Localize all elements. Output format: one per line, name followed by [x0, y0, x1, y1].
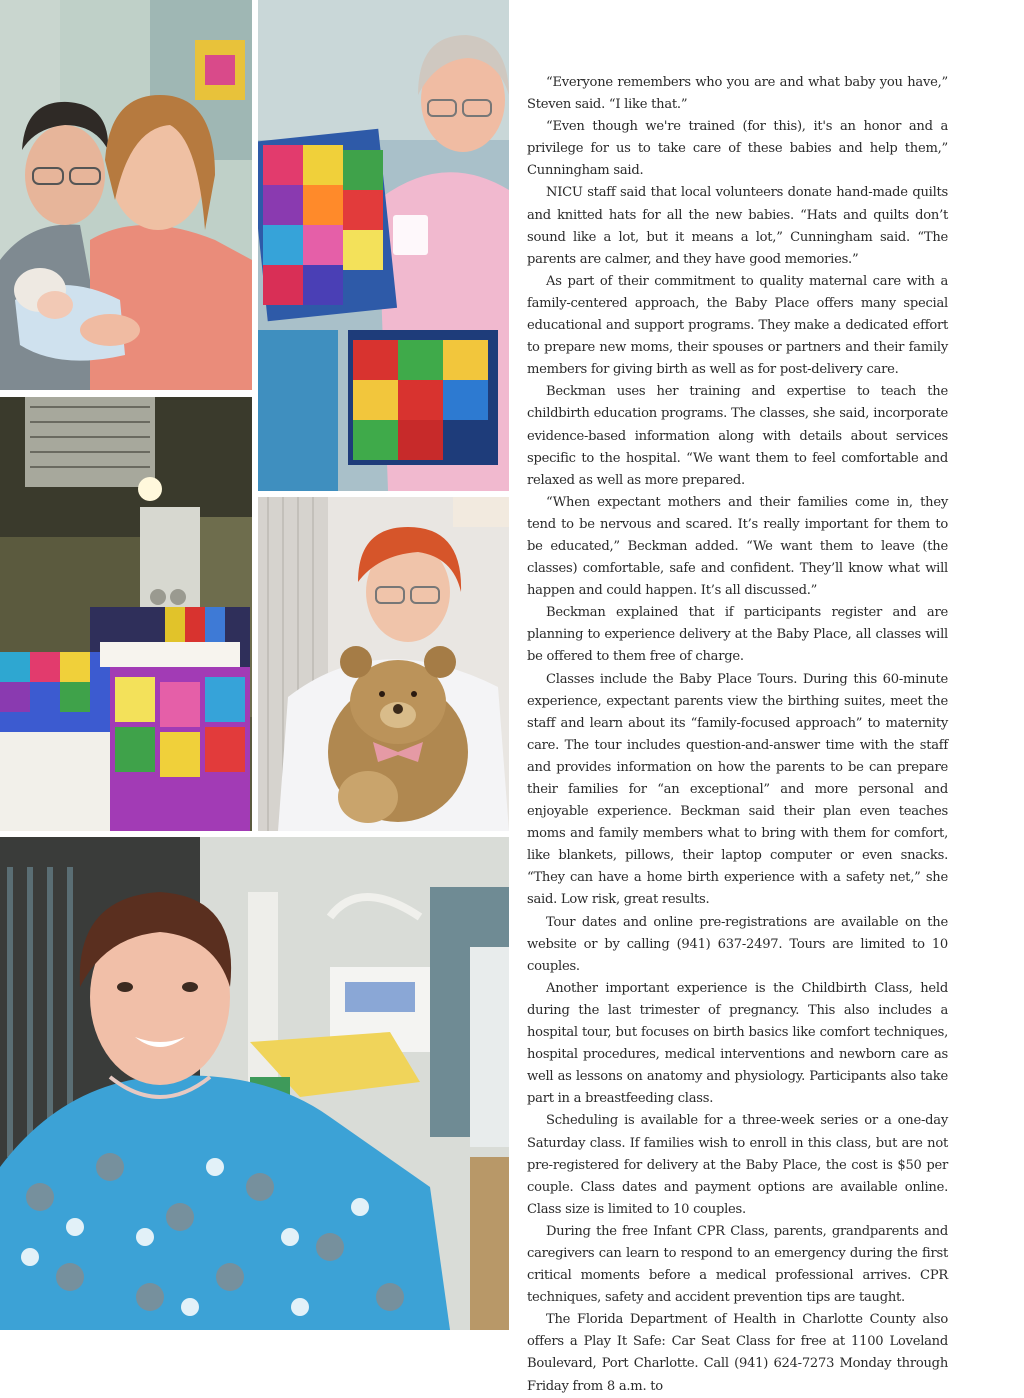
article-paragraph: Tour dates and online pre-registrations are available on the website or by calling (941) 637-2497. Tours are limited to 10 couples.: [527, 914, 948, 974]
article-paragraph: The Florida Department of Health in Charlotte County also offers a Play It Safe: Car Seat Class for free at 1100 Loveland Boulevard, Port Charlotte. Call (941) 624-7273 Monday through Friday from 8 a.m. to: [527, 1312, 948, 1394]
article-paragraph: “Even though we're trained (for this), it's an honor and a privilege for us to take care of these babies and help them,” Cunningham said.: [527, 119, 948, 179]
article-paragraph: As part of their commitment to quality maternal care with a family-centered approach, the Baby Place offers many special educational and support programs. They make a dedicated effort to prepare new moms, their spouses or partners and their family members for giving birth as well as for post-delivery care.: [527, 273, 948, 378]
article-paragraph: NICU staff said that local volunteers donate hand-made quilts and knitted hats for all the new babies. “Hats and quilts don’t sound like a lot, but it means a lot,” Cunningham said. “The parents are calmer, and they have good memories.”: [527, 185, 948, 267]
article-paragraph: “Everyone remembers who you are and what baby you have,” Steven said. “I like that.”: [527, 75, 948, 113]
photo-parents-with-newborn: [0, 0, 252, 390]
photo-volunteer-with-quilts: [258, 0, 509, 491]
article-paragraph: Another important experience is the Childbirth Class, held during the last trimester of pregnancy. This also includes a hospital tour, but focuses on birth basics like comfort techniques, hospital procedures, medical interventions and newborn care as well as lessons on anatomy and physiology. Participants also take part in a breastfeeding class.: [527, 980, 948, 1107]
article-paragraph: Classes include the Baby Place Tours. During this 60-minute experience, expectant parents view the birthing suites, meet the staff and learn about its “family-focused approach” to maternity care. The tour includes question-and-answer time with the staff and provides information on how the parents to be can prepare their families for “an exceptional” and more personal and enjoyable experience. Beckman said their plan even teaches moms and family members what to bring with them for comfort, like blankets, pillows, their laptop computer or even snacks. “They can have a home birth experience with a safety net,” she said. Low risk, great results.: [527, 671, 948, 908]
article-paragraph: “When expectant mothers and their families come in, they tend to be nervous and scared. It’s really important for them to be educated,” Beckman added. “We want them to leave (the classes) comfortable, safe and confident. They’ll know what will happen and could happen. It’s all discussed.”: [527, 494, 948, 599]
article-paragraph: Beckman uses her training and expertise to teach the childbirth education programs. The classes, she said, incorporate evidence-based information along with details about services specific to the hospital. “We want them to feel comfortable and relaxed as well as more prepared.: [527, 384, 948, 488]
photo-nicu-room-quilts: [0, 397, 252, 831]
photo-woman-with-teddy-bear: [258, 497, 509, 831]
article-paragraph: Scheduling is available for a three-week series or a one-day Saturday class. If families wish to enroll in this class, but are not pre-registered for delivery at the Baby Place, the cost is $50 per couple. Class dates and payment options are available online. Class size is limited to 10 couples.: [527, 1113, 948, 1217]
article-paragraph: During the free Infant CPR Class, parents, grandparents and caregivers can learn to respond to an emergency during the first critical moments before a medical professional arrives. CPR techniques, safety and accident prevention tips are taught.: [527, 1223, 948, 1306]
photo-nurse-in-scrubs: [0, 837, 509, 1330]
article-paragraph: Beckman explained that if participants register and are planning to experience delivery at the Baby Place, all classes will be offered to them free of charge.: [527, 605, 948, 665]
article-body: [527, 72, 948, 1398]
